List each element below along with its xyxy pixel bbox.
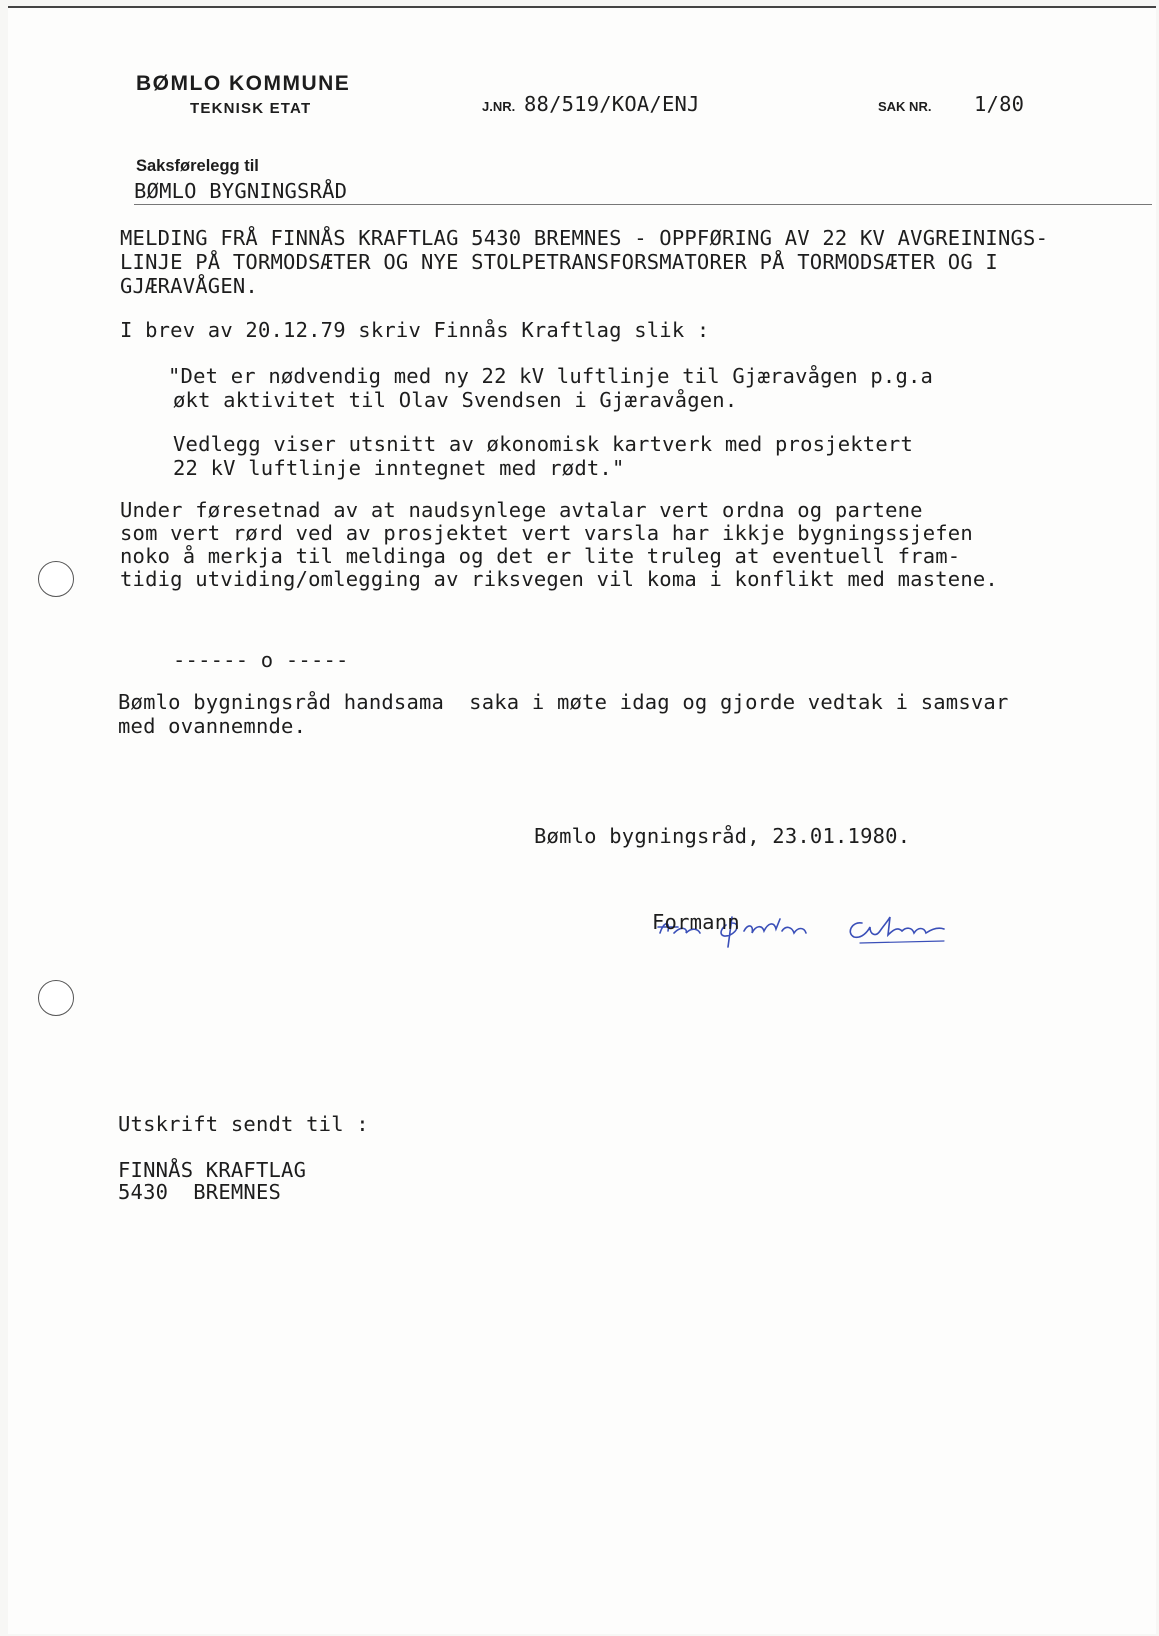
distribution-addressee: FINNÅS KRAFTLAG	[118, 1158, 307, 1182]
place-date: Bømlo bygningsråd, 23.01.1980.	[534, 824, 911, 848]
header-divider	[134, 204, 1152, 205]
signatory-title: Formann	[652, 910, 740, 934]
punch-hole-bottom	[38, 980, 74, 1016]
jnr-value: 88/519/KOA/ENJ	[524, 92, 700, 116]
org-department: TEKNISK ETAT	[190, 100, 312, 117]
paragraph-line-3: noko å merkja til meldinga og det er lite truleg at eventuell fram-	[120, 544, 961, 568]
paragraph-line-1: Under føresetnad av at naudsynlege avtalar vert ordna og partene	[120, 498, 923, 522]
recipient-name: BØMLO BYGNINGSRÅD	[134, 179, 348, 203]
paragraph-line-4: tidig utviding/omlegging av riksvegen vil koma i konflikt med mastene.	[120, 567, 998, 591]
quote-2-line-2: 22 kV luftlinje inntegnet med rødt."	[173, 456, 625, 480]
distribution-address: 5430 BREMNES	[118, 1180, 282, 1204]
quote-2-line-1: Vedlegg viser utsnitt av økonomisk kartverk med prosjektert	[173, 432, 913, 456]
section-separator: ------ o -----	[173, 648, 349, 672]
subject-line-1: MELDING FRÅ FINNÅS KRAFTLAG 5430 BREMNES - OPPFØRING AV 22 KV AVGREININGS-	[120, 226, 1049, 250]
recipient-label: Saksførelegg til	[136, 157, 259, 175]
paragraph-line-2: som vert rørd ved av prosjektet vert varsla har ikkje bygningssjefen	[120, 521, 973, 545]
sak-value: 1/80	[974, 92, 1025, 116]
distribution-label: Utskrift sendt til :	[118, 1112, 369, 1136]
jnr-label: J.NR.	[482, 99, 516, 114]
decision-line-2: med ovannemnde.	[118, 714, 307, 738]
punch-hole-top	[38, 561, 74, 597]
subject-line-2: LINJE PÅ TORMODSÆTER OG NYE STOLPETRANSFORSMATORER PÅ TORMODSÆTER OG I	[120, 250, 998, 274]
subject-line-3: GJÆRAVÅGEN.	[120, 274, 258, 298]
intro-line: I brev av 20.12.79 skriv Finnås Kraftlag slik :	[120, 318, 710, 342]
sak-label: SAK NR.	[878, 99, 932, 114]
document-page	[8, 6, 1156, 1634]
quote-1-line-2: økt aktivitet til Olav Svendsen i Gjæravågen.	[173, 388, 738, 412]
decision-line-1: Bømlo bygningsråd handsama saka i møte idag og gjorde vedtak i samsvar	[118, 690, 1009, 714]
org-name: BØMLO KOMMUNE	[136, 72, 351, 95]
quote-1-line-1: "Det er nødvendig med ny 22 kV luftlinje til Gjæravågen p.g.a	[168, 364, 934, 388]
